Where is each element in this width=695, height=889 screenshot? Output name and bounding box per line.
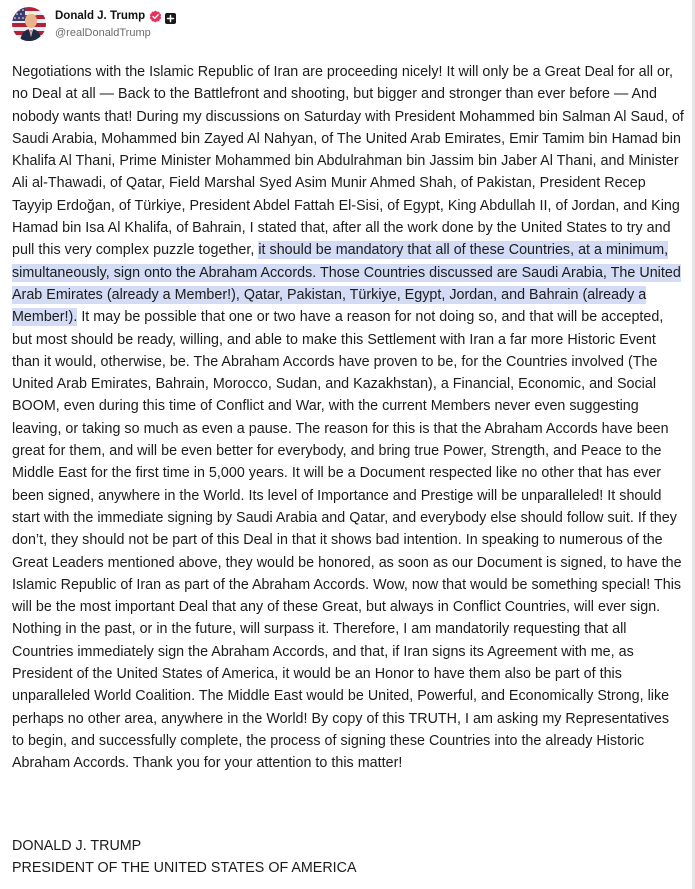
signature-title: PRESIDENT OF THE UNITED STATES OF AMERICA: [12, 860, 357, 877]
post-text: [12, 61, 684, 775]
author-handle[interactable]: @realDonaldTrump: [55, 26, 151, 39]
post-text-highlighted: it should be mandatory that all of these Countries, at a minimum, simultaneously, sign onto the Abraham Accords. Those Countries discussed are Saudi Arabia, The United Arab Emirates (already a Member!), Qatar, Pakistan, Türkiye, Egypt, Jordan, and Bahrain (already a Member!).: [12, 242, 681, 326]
post-text-after-highlight: It may be possible that one or two have a reason for not doing so, and that will be accepted, but most should be ready, willing, and able to make this Settlement with Iran a far more Historic Event than it would, otherwise, be. The Abraham Accords have proven to be, for the Countries involved (The United Arab Emirates, Bahrain, Morocco, Sudan, and Kazakhstan), a Financial, Economic, and Social BOOM, even during this time of Conflict and War, with the current Members never even suggesting leaving, or taking so much as even a pause. The reason for this is that the Abraham Accords have been great for them, and will be even better for everybody, and bring true Power, Strength, and Peace to the Middle East for the first time in 5,000 years. It will be a Document respected like no other that has ever been signed, anywhere in the World. Its level of Importance and Prestige will be unparalleled! It should start with the immediate signing by Saudi Arabia and Qatar, and everybody else should follow suit. If they don’t, they should not be part of this Deal in that it shows bad intention. In speaking to numerous of the Great Leaders mentioned above, they would be honored, as soon as our Document is signed, to have the Islamic Republic of Iran as part of the Abraham Accords. Wow, now that would be something special! This will be the most important Deal that any of these Great, but always in Conflict Countries, will ever sign. Nothing in the past, or in the future, will surpass it. Therefore, I am mandatorily requesting that all Countries immediately sign the Abraham Accords, and that, if Iran signs its Agreement with me, as President of the United States of America, it would be an Honor to have them also be part of this unparalleled World Coalition. The Middle East would be United, Powerful, and Economically Strong, like perhaps no other area, anywhere in the World! By copy of this TRUTH, I am asking my Representatives to begin, and successfully complete, the process of signing these Countries into the already Historic Abraham Accords. Thank you for your attention to this matter!: [12, 309, 682, 772]
post-body: [12, 61, 684, 775]
post-header: [12, 6, 176, 42]
avatar[interactable]: [12, 7, 46, 41]
author-display-name[interactable]: Donald J. Trump: [55, 10, 146, 22]
post-text-before-highlight: Negotiations with the Islamic Republic of Iran are proceeding nicely! It will only be a Great Deal for all or, no Deal at all — Back to the Battlefront and shooting, but bigger and stronger than ever before — And nobody wants that! During my discussions on Saturday with President Mohammed bin Salman Al Saud, of Saudi Arabia, Mohammed bin Zayed Al Nahyan, of The United Arab Emirates, Emir Tamim bin Hamad bin Khalifa Al Thani, Prime Minister Mohammed bin Abdulrahman bin Jassim bin Jaber Al Thani, and Minister Ali al-Thawadi, of Qatar, Field Marshal Syed Asim Munir Ahmed Shah, of Pakistan, President Recep Tayyip Erdoğan, of Türkiye, President Abdel Fattah El-Sisi, of Egypt, King Abdullah II, of Jordan, and King Hamad bin Isa Al Khalifa, of Bahrain, I stated that, after all the work done by the United States to try and pull this very complex puzzle together,: [12, 64, 684, 259]
plus-badge-icon: [165, 11, 176, 22]
verified-badge-icon: [149, 10, 162, 23]
signature-name: DONALD J. TRUMP: [12, 838, 142, 854]
avatar-image: [12, 7, 46, 41]
post-signature: [12, 835, 357, 880]
